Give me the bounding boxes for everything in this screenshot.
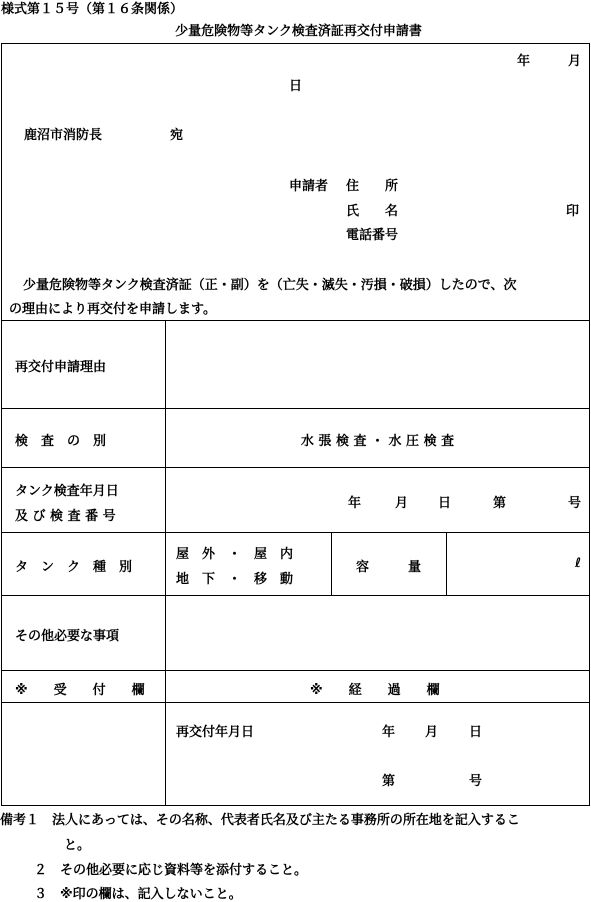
applicant-seal: 印 [566,204,580,219]
reception-label: ※ 受 付 欄 [15,683,145,698]
capacity-label: 容 量 [356,560,422,575]
tank-date-month: 月 [395,496,409,511]
note-3: ３ ※印の欄は、記入しないこと。 [34,887,242,902]
tank-date-label-2: 及 び 検 査 番 号 [15,509,116,524]
tank-date-no: 第 [493,496,507,511]
reissue-date-label: 再交付年月日 [176,725,255,740]
tank-date-label-1: タンク検査年月日 [15,484,119,499]
form-number: 様式第１５号（第１６条関係） [1,2,184,17]
tank-type-option-2[interactable]: 地 下 ・ 移 動 [176,572,294,587]
note-1-line-2: と。 [64,838,91,853]
reason-label: 再交付申請理由 [15,360,107,375]
reissue-month: 月 [425,725,439,740]
other-label: その他必要な事項 [15,629,120,644]
tank-date-day: 日 [438,496,452,511]
statement-line-2: の理由により再交付を申請します。 [9,302,216,317]
note-2: ２ その他必要に応じ資料等を添付すること。 [34,863,308,878]
tank-type-label: タ ン ク 種 別 [15,560,133,575]
row-line-5 [1,670,590,671]
reissue-no: 第 [382,774,396,789]
capacity-divider [446,532,447,596]
date-day: 日 [289,79,303,94]
date-year: 年 [517,54,531,69]
tank-type-divider [331,532,332,596]
form-title: 少量危険物等タンク検査済証再交付申請書 [175,24,422,39]
row-line-3 [1,532,590,533]
note-1-line-1: 備考１ 法人にあっては、その名称、代表者氏名及び主たる事務所の所在地を記入するこ [0,813,520,828]
date-month: 月 [568,54,582,69]
statement-line-1: 少量危険物等タンク検査済証（正・副）を（亡失・滅失・汚損・破損）したので、次 [23,278,517,293]
applicant-address-label: 住 所 [346,179,399,194]
inspection-type-value[interactable]: 水 張 検 査 ・ 水 圧 検 査 [300,434,455,449]
progress-label: ※ 経 過 欄 [310,683,440,698]
reissue-day: 日 [469,725,483,740]
reissue-year: 年 [382,725,396,740]
tank-date-year: 年 [348,496,362,511]
inspection-type-label: 検 査 の 別 [15,434,107,449]
tank-date-gou: 号 [568,496,582,511]
row-line-2 [1,467,590,468]
reason-field[interactable] [166,321,589,408]
other-field[interactable] [166,596,589,670]
capacity-unit: ℓ [575,556,582,571]
reissue-gou: 号 [469,774,483,789]
tank-type-option-1[interactable]: 屋 外 ・ 屋 内 [176,547,294,562]
addressee-honorific: 宛 [170,128,184,143]
row-line-6 [1,702,590,703]
applicant-label: 申請者 [289,179,329,194]
applicant-phone-label: 電話番号 [346,228,399,243]
addressee: 鹿沼市消防長 [24,128,103,143]
applicant-name-label: 氏 名 [346,204,399,219]
row-line-1 [1,408,590,409]
